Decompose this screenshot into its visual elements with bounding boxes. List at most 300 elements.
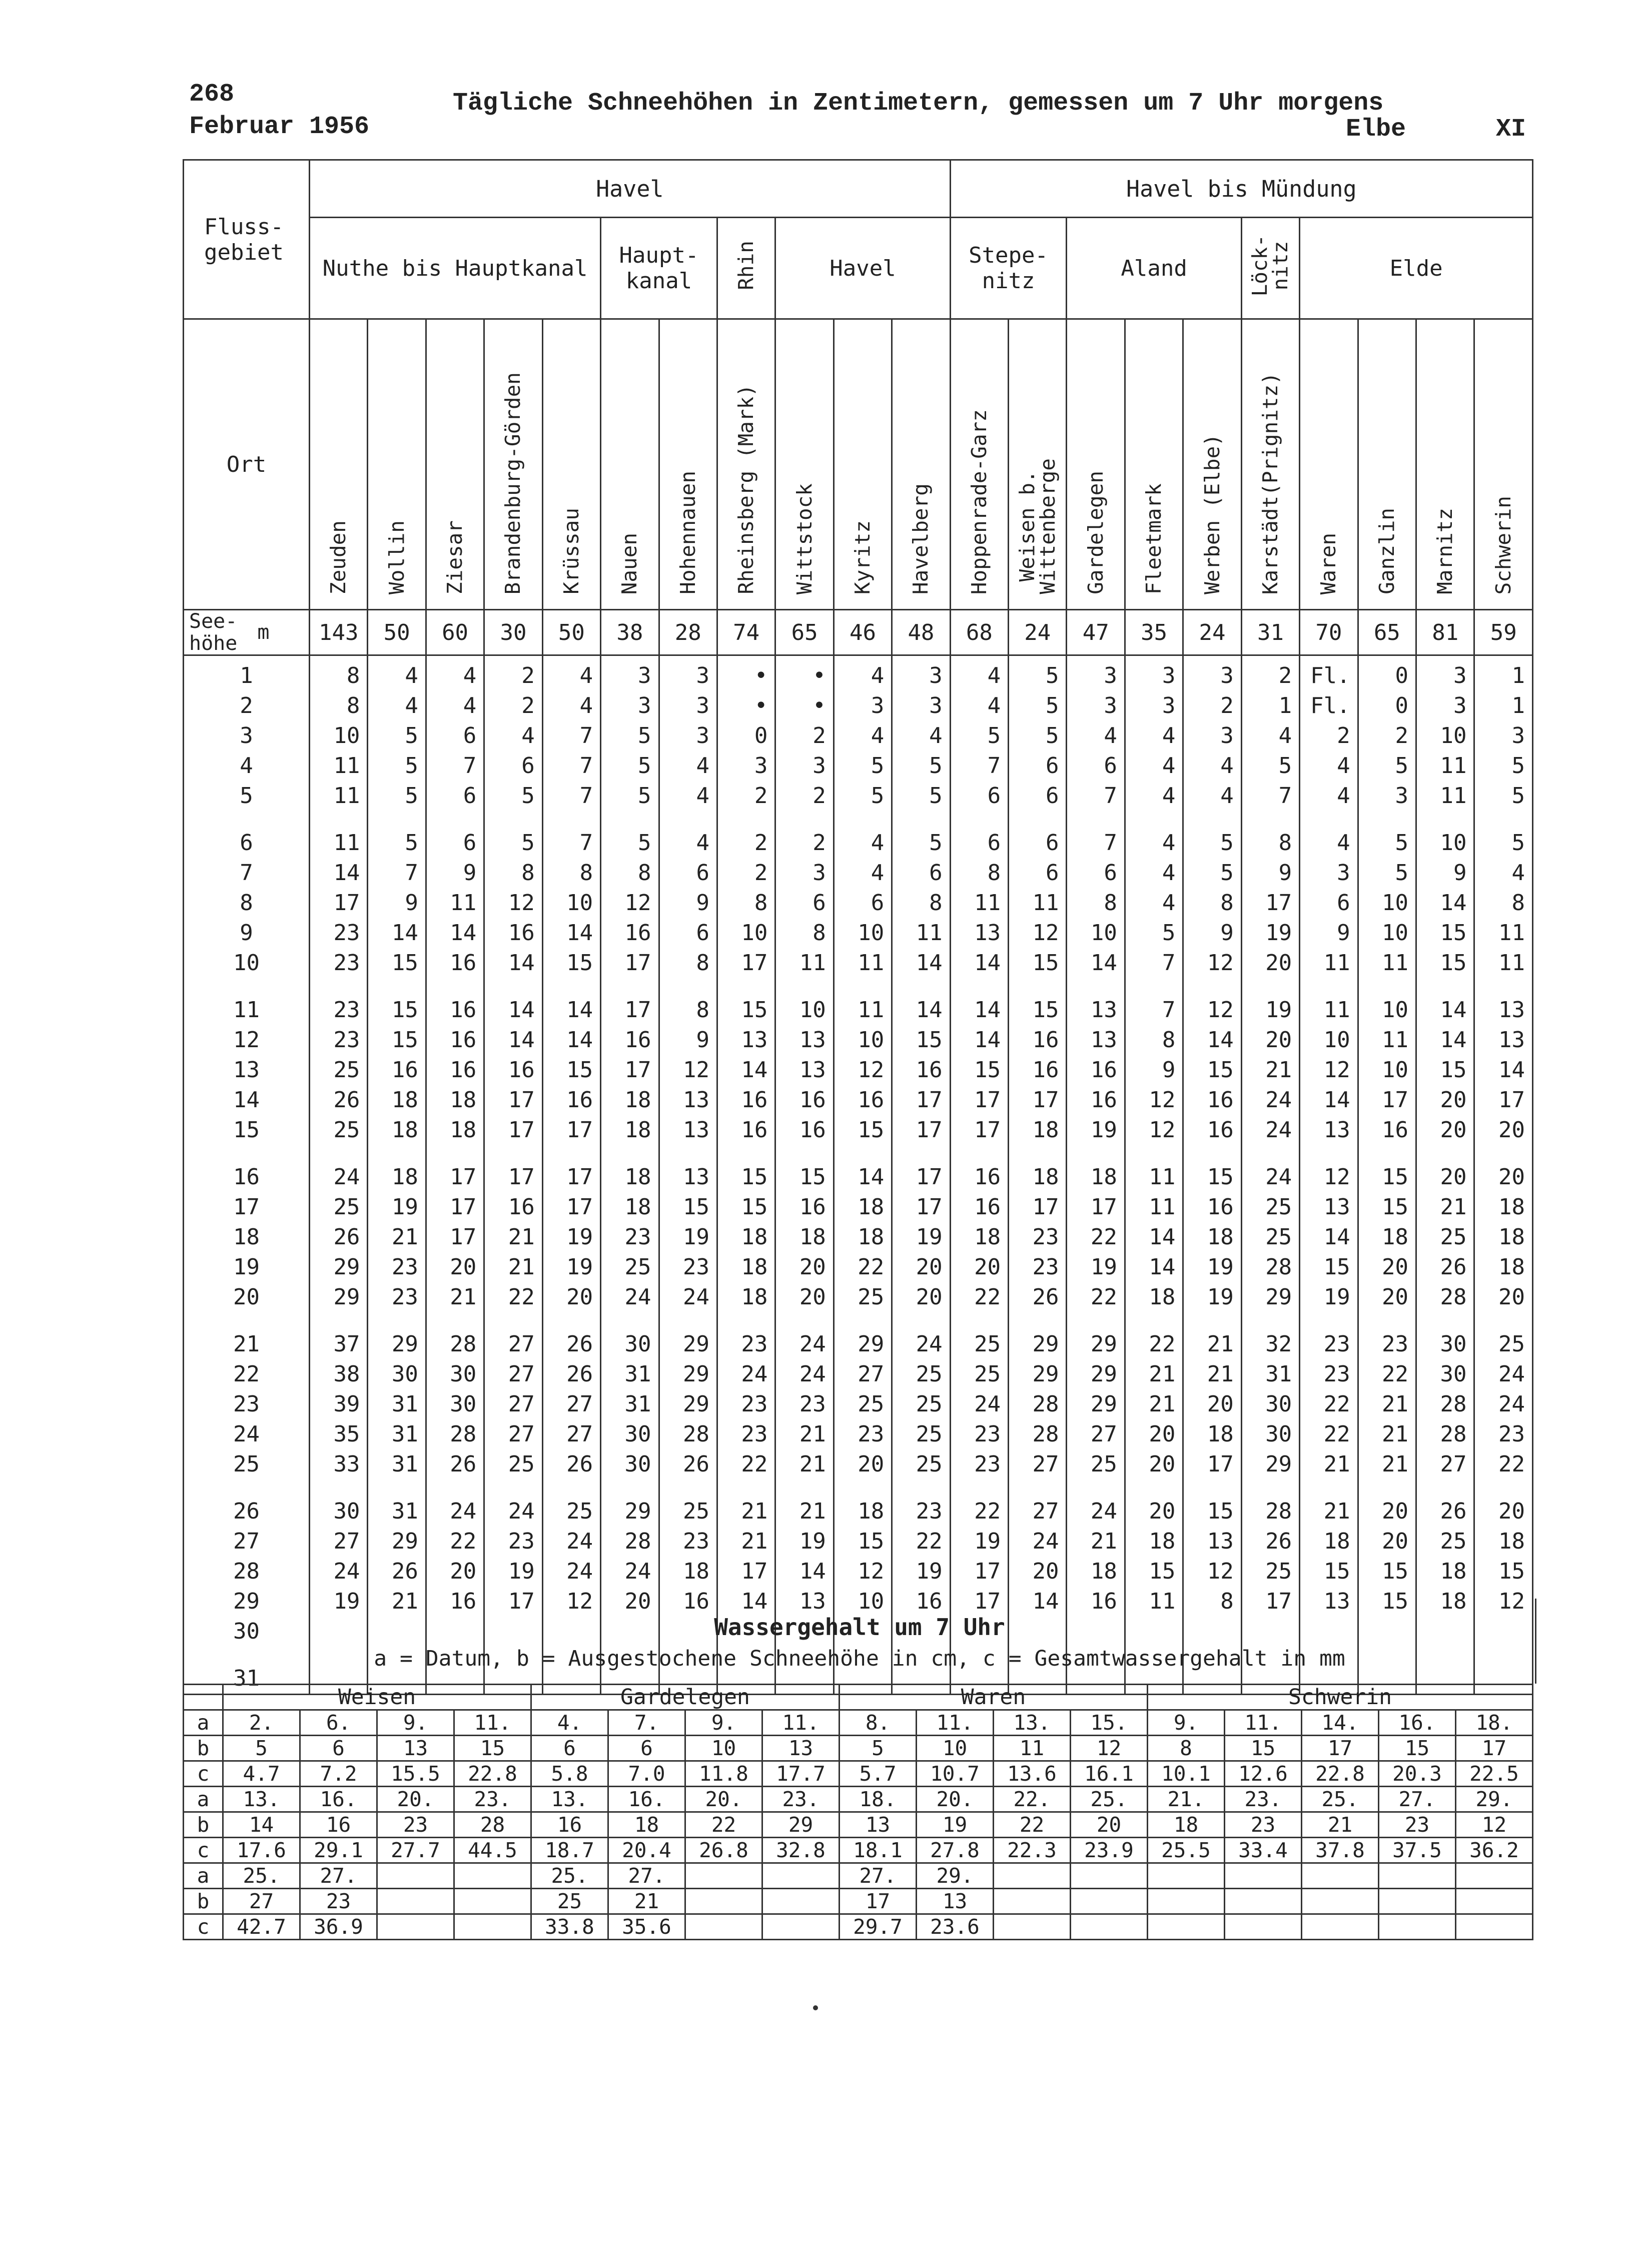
value-cell: 5 <box>1395 860 1409 886</box>
value-cell: 15 <box>391 1027 418 1053</box>
value-cell: 29 <box>1032 1331 1059 1357</box>
value-cell: 27 <box>566 1421 593 1447</box>
value-cell: 15 <box>1207 1498 1234 1524</box>
water-value: 23. <box>454 1787 531 1812</box>
value-cell: 19 <box>333 1589 360 1614</box>
water-value: 15 <box>1225 1736 1302 1761</box>
value-cell: 20 <box>624 1589 651 1614</box>
station-name: Karstädt(Prignitz) <box>1241 319 1299 610</box>
water-value: 13 <box>840 1812 917 1838</box>
station-name: Weisen b. Wittenberge <box>1009 319 1067 610</box>
value-cell: 10 <box>858 920 885 946</box>
page-title: Tägliche Schneehöhen in Zentimetern, gemessen um 7 Uhr morgens <box>453 89 1384 118</box>
station-name: Fleetmark <box>1125 319 1183 610</box>
water-value: 20. <box>685 1787 762 1812</box>
value-cell: 31 <box>391 1498 418 1524</box>
value-cell: 4 <box>1220 753 1234 779</box>
value-cell: 21 <box>508 1254 535 1280</box>
value-cell: 29 <box>333 1254 360 1280</box>
value-cell: 22 <box>858 1254 885 1280</box>
water-value: 13. <box>994 1710 1071 1736</box>
value-cell: 5 <box>240 783 253 809</box>
value-cell: 29 <box>391 1331 418 1357</box>
value-cell: 28 <box>682 1421 709 1447</box>
sub-group-2: Rhin <box>717 218 775 319</box>
value-cell: 4 <box>871 830 885 856</box>
value-cell: 6 <box>696 920 709 946</box>
value-cell: 18 <box>1498 1254 1525 1280</box>
station-elevation: 31 <box>1241 610 1299 655</box>
value-cell: 25 <box>333 1194 360 1220</box>
value-cell: 18 <box>450 1117 477 1143</box>
value-cell: 14 <box>450 920 477 946</box>
water-station-name: Gardelegen <box>531 1685 840 1710</box>
value-cell: 20 <box>974 1254 1001 1280</box>
water-value: 17 <box>1302 1736 1379 1761</box>
value-cell: 18 <box>1032 1164 1059 1190</box>
day-column <box>184 655 310 1695</box>
value-cell: 18 <box>391 1117 418 1143</box>
value-cell: 15 <box>566 950 593 976</box>
value-cell: 20 <box>1498 1164 1525 1190</box>
value-cell: 23 <box>974 1421 1001 1447</box>
value-cell: 15 <box>1440 1057 1467 1083</box>
value-cell: 26 <box>566 1331 593 1357</box>
value-cell: 12 <box>1207 997 1234 1023</box>
value-cell: 29 <box>1265 1451 1292 1477</box>
value-cell: 20 <box>1265 1027 1292 1053</box>
value-cell: 14 <box>741 1589 768 1614</box>
value-cell: 16 <box>1090 1589 1117 1614</box>
station-column <box>368 655 426 1695</box>
value-cell: 14 <box>566 920 593 946</box>
value-cell: 27 <box>233 1529 260 1554</box>
water-row-label: a <box>184 1710 223 1736</box>
value-cell: 5 <box>1278 753 1292 779</box>
value-cell: 8 <box>929 890 943 916</box>
value-cell: 15 <box>391 997 418 1023</box>
water-row-label: a <box>184 1787 223 1812</box>
water-value <box>1456 1889 1533 1914</box>
value-cell: 30 <box>391 1361 418 1387</box>
value-cell: 2 <box>812 830 826 856</box>
value-cell: 8 <box>1278 830 1292 856</box>
water-value: 17 <box>1456 1736 1533 1761</box>
value-cell: 4 <box>405 693 418 718</box>
station-name: Krüssau <box>542 319 600 610</box>
value-cell: 25 <box>1498 1331 1525 1357</box>
value-cell: 9 <box>1220 920 1234 946</box>
water-content-table <box>183 1684 1533 1940</box>
river-label: Elbe <box>1346 115 1406 144</box>
value-cell: 20 <box>916 1284 943 1310</box>
value-cell: 21 <box>741 1529 768 1554</box>
value-cell: 17 <box>624 950 651 976</box>
water-value: 13. <box>531 1787 608 1812</box>
water-value: 10 <box>685 1736 762 1761</box>
value-cell: 7 <box>579 723 593 748</box>
station-name: Marnitz <box>1416 319 1474 610</box>
value-cell: 13 <box>799 1589 826 1614</box>
value-cell: 16 <box>508 1194 535 1220</box>
value-cell: 6 <box>987 830 1001 856</box>
value-cell: 4 <box>1162 830 1176 856</box>
value-cell: 31 <box>391 1421 418 1447</box>
value-cell: 8 <box>812 920 826 946</box>
water-value: 27. <box>608 1863 685 1889</box>
water-value: 16 <box>531 1812 608 1838</box>
station-name: Schwerin <box>1474 319 1533 610</box>
value-cell: 5 <box>638 783 651 809</box>
value-cell: 31 <box>391 1391 418 1417</box>
value-cell: 27 <box>508 1391 535 1417</box>
value-cell: 14 <box>233 1087 260 1113</box>
water-value <box>994 1914 1071 1940</box>
month-label: Februar 1956 <box>189 113 370 141</box>
water-value: 23 <box>377 1812 454 1838</box>
value-cell: 14 <box>1207 1027 1234 1053</box>
station-elevation: 46 <box>834 610 892 655</box>
value-cell: 10 <box>741 920 768 946</box>
water-value: 17 <box>840 1889 917 1914</box>
value-cell: 24 <box>233 1421 260 1447</box>
value-cell: 25 <box>1265 1559 1292 1584</box>
water-value: 12 <box>1456 1812 1533 1838</box>
value-cell: 5 <box>929 830 943 856</box>
water-value: 11. <box>454 1710 531 1736</box>
value-cell: 18 <box>391 1164 418 1190</box>
water-value: 33.4 <box>1225 1838 1302 1863</box>
value-cell: 17 <box>916 1117 943 1143</box>
value-cell: 18 <box>233 1224 260 1250</box>
water-value: 25. <box>223 1863 300 1889</box>
value-cell: 20 <box>450 1559 477 1584</box>
value-cell: 17 <box>916 1087 943 1113</box>
value-cell: 30 <box>333 1498 360 1524</box>
value-cell: 20 <box>1149 1498 1176 1524</box>
value-cell: 23 <box>974 1451 1001 1477</box>
value-cell: 18 <box>1498 1194 1525 1220</box>
value-cell: 19 <box>1090 1117 1117 1143</box>
value-cell: 4 <box>1511 860 1525 886</box>
value-cell: 19 <box>566 1254 593 1280</box>
value-cell: 3 <box>696 693 709 718</box>
value-cell: 29 <box>1265 1284 1292 1310</box>
water-value: 15 <box>454 1736 531 1761</box>
water-value: 36.2 <box>1456 1838 1533 1863</box>
station-column <box>1241 655 1299 1695</box>
value-cell: 18 <box>624 1087 651 1113</box>
value-cell: 10 <box>1440 723 1467 748</box>
value-cell: 3 <box>1104 663 1117 688</box>
value-cell: 10 <box>1440 830 1467 856</box>
value-cell: 6 <box>696 860 709 886</box>
value-cell: 4 <box>463 663 477 688</box>
value-cell: 5 <box>1220 830 1234 856</box>
value-cell: 20 <box>858 1451 885 1477</box>
water-value: 11. <box>1225 1710 1302 1736</box>
value-cell: 16 <box>741 1117 768 1143</box>
value-cell: 15 <box>799 1164 826 1190</box>
value-cell: 24 <box>1265 1164 1292 1190</box>
value-cell: 21 <box>1323 1498 1350 1524</box>
sub-group-0: Nuthe bis Hauptkanal <box>310 218 601 319</box>
value-cell: 28 <box>1265 1254 1292 1280</box>
value-cell: 23 <box>333 920 360 946</box>
value-cell: 23 <box>741 1421 768 1447</box>
value-cell: 28 <box>1440 1421 1467 1447</box>
value-cell: 4 <box>987 693 1001 718</box>
value-cell: Fl. <box>1310 693 1350 718</box>
water-value: 22 <box>685 1812 762 1838</box>
station-elevation: 30 <box>484 610 542 655</box>
value-cell: 21 <box>1382 1451 1409 1477</box>
value-cell: 18 <box>1207 1421 1234 1447</box>
value-cell: 22 <box>508 1284 535 1310</box>
value-cell: 18 <box>1382 1224 1409 1250</box>
value-cell: 25 <box>333 1117 360 1143</box>
value-cell: 11 <box>1440 783 1467 809</box>
value-cell: 25 <box>1440 1224 1467 1250</box>
water-value: 11. <box>917 1710 994 1736</box>
value-cell: 25 <box>566 1498 593 1524</box>
water-value <box>454 1889 531 1914</box>
water-value <box>1302 1889 1379 1914</box>
value-cell: 29 <box>624 1498 651 1524</box>
value-cell: 14 <box>974 950 1001 976</box>
value-cell: 16 <box>916 1589 943 1614</box>
value-cell: 14 <box>1440 890 1467 916</box>
water-value: 18. <box>840 1787 917 1812</box>
value-cell: 29 <box>1090 1361 1117 1387</box>
value-cell: 12 <box>566 1589 593 1614</box>
value-cell: 20 <box>1382 1254 1409 1280</box>
station-column <box>834 655 892 1695</box>
water-value: 27.8 <box>917 1838 994 1863</box>
value-cell: 20 <box>1265 950 1292 976</box>
value-cell: 17 <box>741 950 768 976</box>
water-value: 13 <box>377 1736 454 1761</box>
value-cell: 20 <box>799 1284 826 1310</box>
value-cell: 14 <box>916 997 943 1023</box>
sub-group-1: Haupt- kanal <box>601 218 717 319</box>
value-cell: 4 <box>1104 723 1117 748</box>
value-cell: 2 <box>1220 693 1234 718</box>
value-cell: 20 <box>1498 1117 1525 1143</box>
value-cell: 2 <box>1395 723 1409 748</box>
water-value: 26.8 <box>685 1838 762 1863</box>
value-cell: 21 <box>1265 1057 1292 1083</box>
value-cell: 15 <box>391 950 418 976</box>
station-elevation: 65 <box>775 610 834 655</box>
water-content-header <box>183 1599 1536 1684</box>
value-cell: 17 <box>233 1194 260 1220</box>
water-value: 22. <box>994 1787 1071 1812</box>
value-cell: 10 <box>1323 1027 1350 1053</box>
value-cell: 17 <box>508 1164 535 1190</box>
value-cell: 28 <box>1032 1421 1059 1447</box>
value-cell: Fl. <box>1310 663 1350 688</box>
value-cell: 14 <box>391 920 418 946</box>
value-cell: 23 <box>333 1027 360 1053</box>
value-cell: 22 <box>974 1284 1001 1310</box>
station-column <box>310 655 368 1695</box>
value-cell: 5 <box>405 753 418 779</box>
value-cell: 25 <box>916 1451 943 1477</box>
value-cell: 19 <box>233 1254 260 1280</box>
value-cell: 22 <box>450 1529 477 1554</box>
value-cell: 16 <box>566 1087 593 1113</box>
value-cell: 15 <box>1323 1254 1350 1280</box>
value-cell: 25 <box>333 1057 360 1083</box>
station-name: Zeuden <box>310 319 368 610</box>
sub-group-4: Stepe- nitz <box>950 218 1067 319</box>
value-cell: 12 <box>1149 1117 1176 1143</box>
value-cell: 26 <box>682 1451 709 1477</box>
value-cell: 21 <box>233 1331 260 1357</box>
value-cell: 17 <box>624 997 651 1023</box>
value-cell: 23 <box>333 950 360 976</box>
water-value: 17.7 <box>762 1761 840 1787</box>
value-cell: 21 <box>741 1498 768 1524</box>
value-cell: 5 <box>929 753 943 779</box>
water-row-label: b <box>184 1889 223 1914</box>
value-cell: 23 <box>624 1224 651 1250</box>
water-value <box>1071 1889 1148 1914</box>
value-cell: 3 <box>929 693 943 718</box>
value-cell: 6 <box>1104 753 1117 779</box>
value-cell: 18 <box>1090 1559 1117 1584</box>
value-cell: 6 <box>463 830 477 856</box>
station-column <box>484 655 542 1695</box>
station-column <box>1416 655 1474 1695</box>
value-cell: 18 <box>624 1164 651 1190</box>
water-value: 21 <box>1302 1812 1379 1838</box>
value-cell: 11 <box>916 920 943 946</box>
water-value <box>1379 1914 1456 1940</box>
value-cell: 18 <box>450 1087 477 1113</box>
water-value: 5.7 <box>840 1761 917 1787</box>
water-value: 9. <box>1148 1710 1225 1736</box>
value-cell: 5 <box>405 723 418 748</box>
value-cell: 22 <box>1323 1421 1350 1447</box>
water-value: 27. <box>840 1863 917 1889</box>
value-cell: 4 <box>1278 723 1292 748</box>
value-cell: 30 <box>1440 1331 1467 1357</box>
value-cell: 17 <box>1032 1194 1059 1220</box>
value-cell: 11 <box>233 997 260 1023</box>
value-cell: 31 <box>233 1666 260 1691</box>
value-cell: 38 <box>333 1361 360 1387</box>
value-cell: 22 <box>1382 1361 1409 1387</box>
value-cell: • <box>812 693 826 718</box>
sub-group-6: Löck- nitz <box>1241 218 1299 319</box>
value-cell: 17 <box>333 890 360 916</box>
value-cell: 15 <box>1382 1589 1409 1614</box>
station-name: Brandenburg-Görden <box>484 319 542 610</box>
value-cell: 30 <box>1440 1361 1467 1387</box>
value-cell: 11 <box>1498 950 1525 976</box>
value-cell: 16 <box>508 920 535 946</box>
water-value: 14. <box>1302 1710 1379 1736</box>
value-cell: 12 <box>233 1027 260 1053</box>
river-group-1: Havel bis Mündung <box>950 160 1532 218</box>
station-elevation: 24 <box>1183 610 1241 655</box>
value-cell: 4 <box>1162 753 1176 779</box>
value-cell: 15 <box>741 1194 768 1220</box>
value-cell: 4 <box>1162 723 1176 748</box>
water-value: 27. <box>300 1863 377 1889</box>
station-elevation: 24 <box>1009 610 1067 655</box>
value-cell: 18 <box>741 1224 768 1250</box>
value-cell: 8 <box>1162 1027 1176 1053</box>
water-value: 27. <box>1379 1787 1456 1812</box>
value-cell: 24 <box>566 1559 593 1584</box>
water-value: 29.7 <box>840 1914 917 1940</box>
value-cell: 3 <box>812 753 826 779</box>
value-cell: 25 <box>916 1361 943 1387</box>
value-cell: 14 <box>858 1164 885 1190</box>
value-cell: 15 <box>1323 1559 1350 1584</box>
value-cell: 2 <box>812 723 826 748</box>
value-cell: 14 <box>333 860 360 886</box>
station-name: Nauen <box>601 319 659 610</box>
water-station-name: Schwerin <box>1148 1685 1533 1710</box>
value-cell: 15 <box>858 1117 885 1143</box>
value-cell: 22 <box>1149 1331 1176 1357</box>
value-cell: 15 <box>566 1057 593 1083</box>
value-cell: 16 <box>1090 1087 1117 1113</box>
water-row-label: c <box>184 1838 223 1863</box>
water-value: 36.9 <box>300 1914 377 1940</box>
station-elevation: 48 <box>892 610 950 655</box>
value-cell: 21 <box>799 1498 826 1524</box>
water-station-name: Weisen <box>223 1685 531 1710</box>
value-cell: 11 <box>1440 753 1467 779</box>
value-cell: 20 <box>1498 1284 1525 1310</box>
value-cell: 7 <box>1278 783 1292 809</box>
water-corner <box>184 1685 223 1710</box>
value-cell: 23 <box>1382 1331 1409 1357</box>
value-cell: 11 <box>1149 1589 1176 1614</box>
value-cell: 21 <box>1440 1194 1467 1220</box>
value-cell: 18 <box>1498 1529 1525 1554</box>
value-cell: 12 <box>1149 1087 1176 1113</box>
value-cell: 20 <box>1382 1498 1409 1524</box>
value-cell: 15 <box>974 1057 1001 1083</box>
value-cell: 4 <box>871 860 885 886</box>
water-value <box>1225 1914 1302 1940</box>
value-cell: 3 <box>696 723 709 748</box>
value-cell: 8 <box>240 890 253 916</box>
value-cell: 13 <box>799 1057 826 1083</box>
value-cell: 26 <box>333 1224 360 1250</box>
value-cell: 26 <box>1440 1498 1467 1524</box>
water-row-label: c <box>184 1914 223 1940</box>
water-value: 9. <box>685 1710 762 1736</box>
value-cell: 13 <box>682 1164 709 1190</box>
station-column <box>542 655 600 1695</box>
value-cell: 7 <box>240 860 253 886</box>
water-value <box>1148 1914 1225 1940</box>
value-cell: 20 <box>450 1254 477 1280</box>
value-cell: 16 <box>450 1057 477 1083</box>
value-cell: 5 <box>638 830 651 856</box>
value-cell: 26 <box>391 1559 418 1584</box>
value-cell: 28 <box>1032 1391 1059 1417</box>
water-value: 21 <box>608 1889 685 1914</box>
value-cell: 0 <box>754 723 768 748</box>
